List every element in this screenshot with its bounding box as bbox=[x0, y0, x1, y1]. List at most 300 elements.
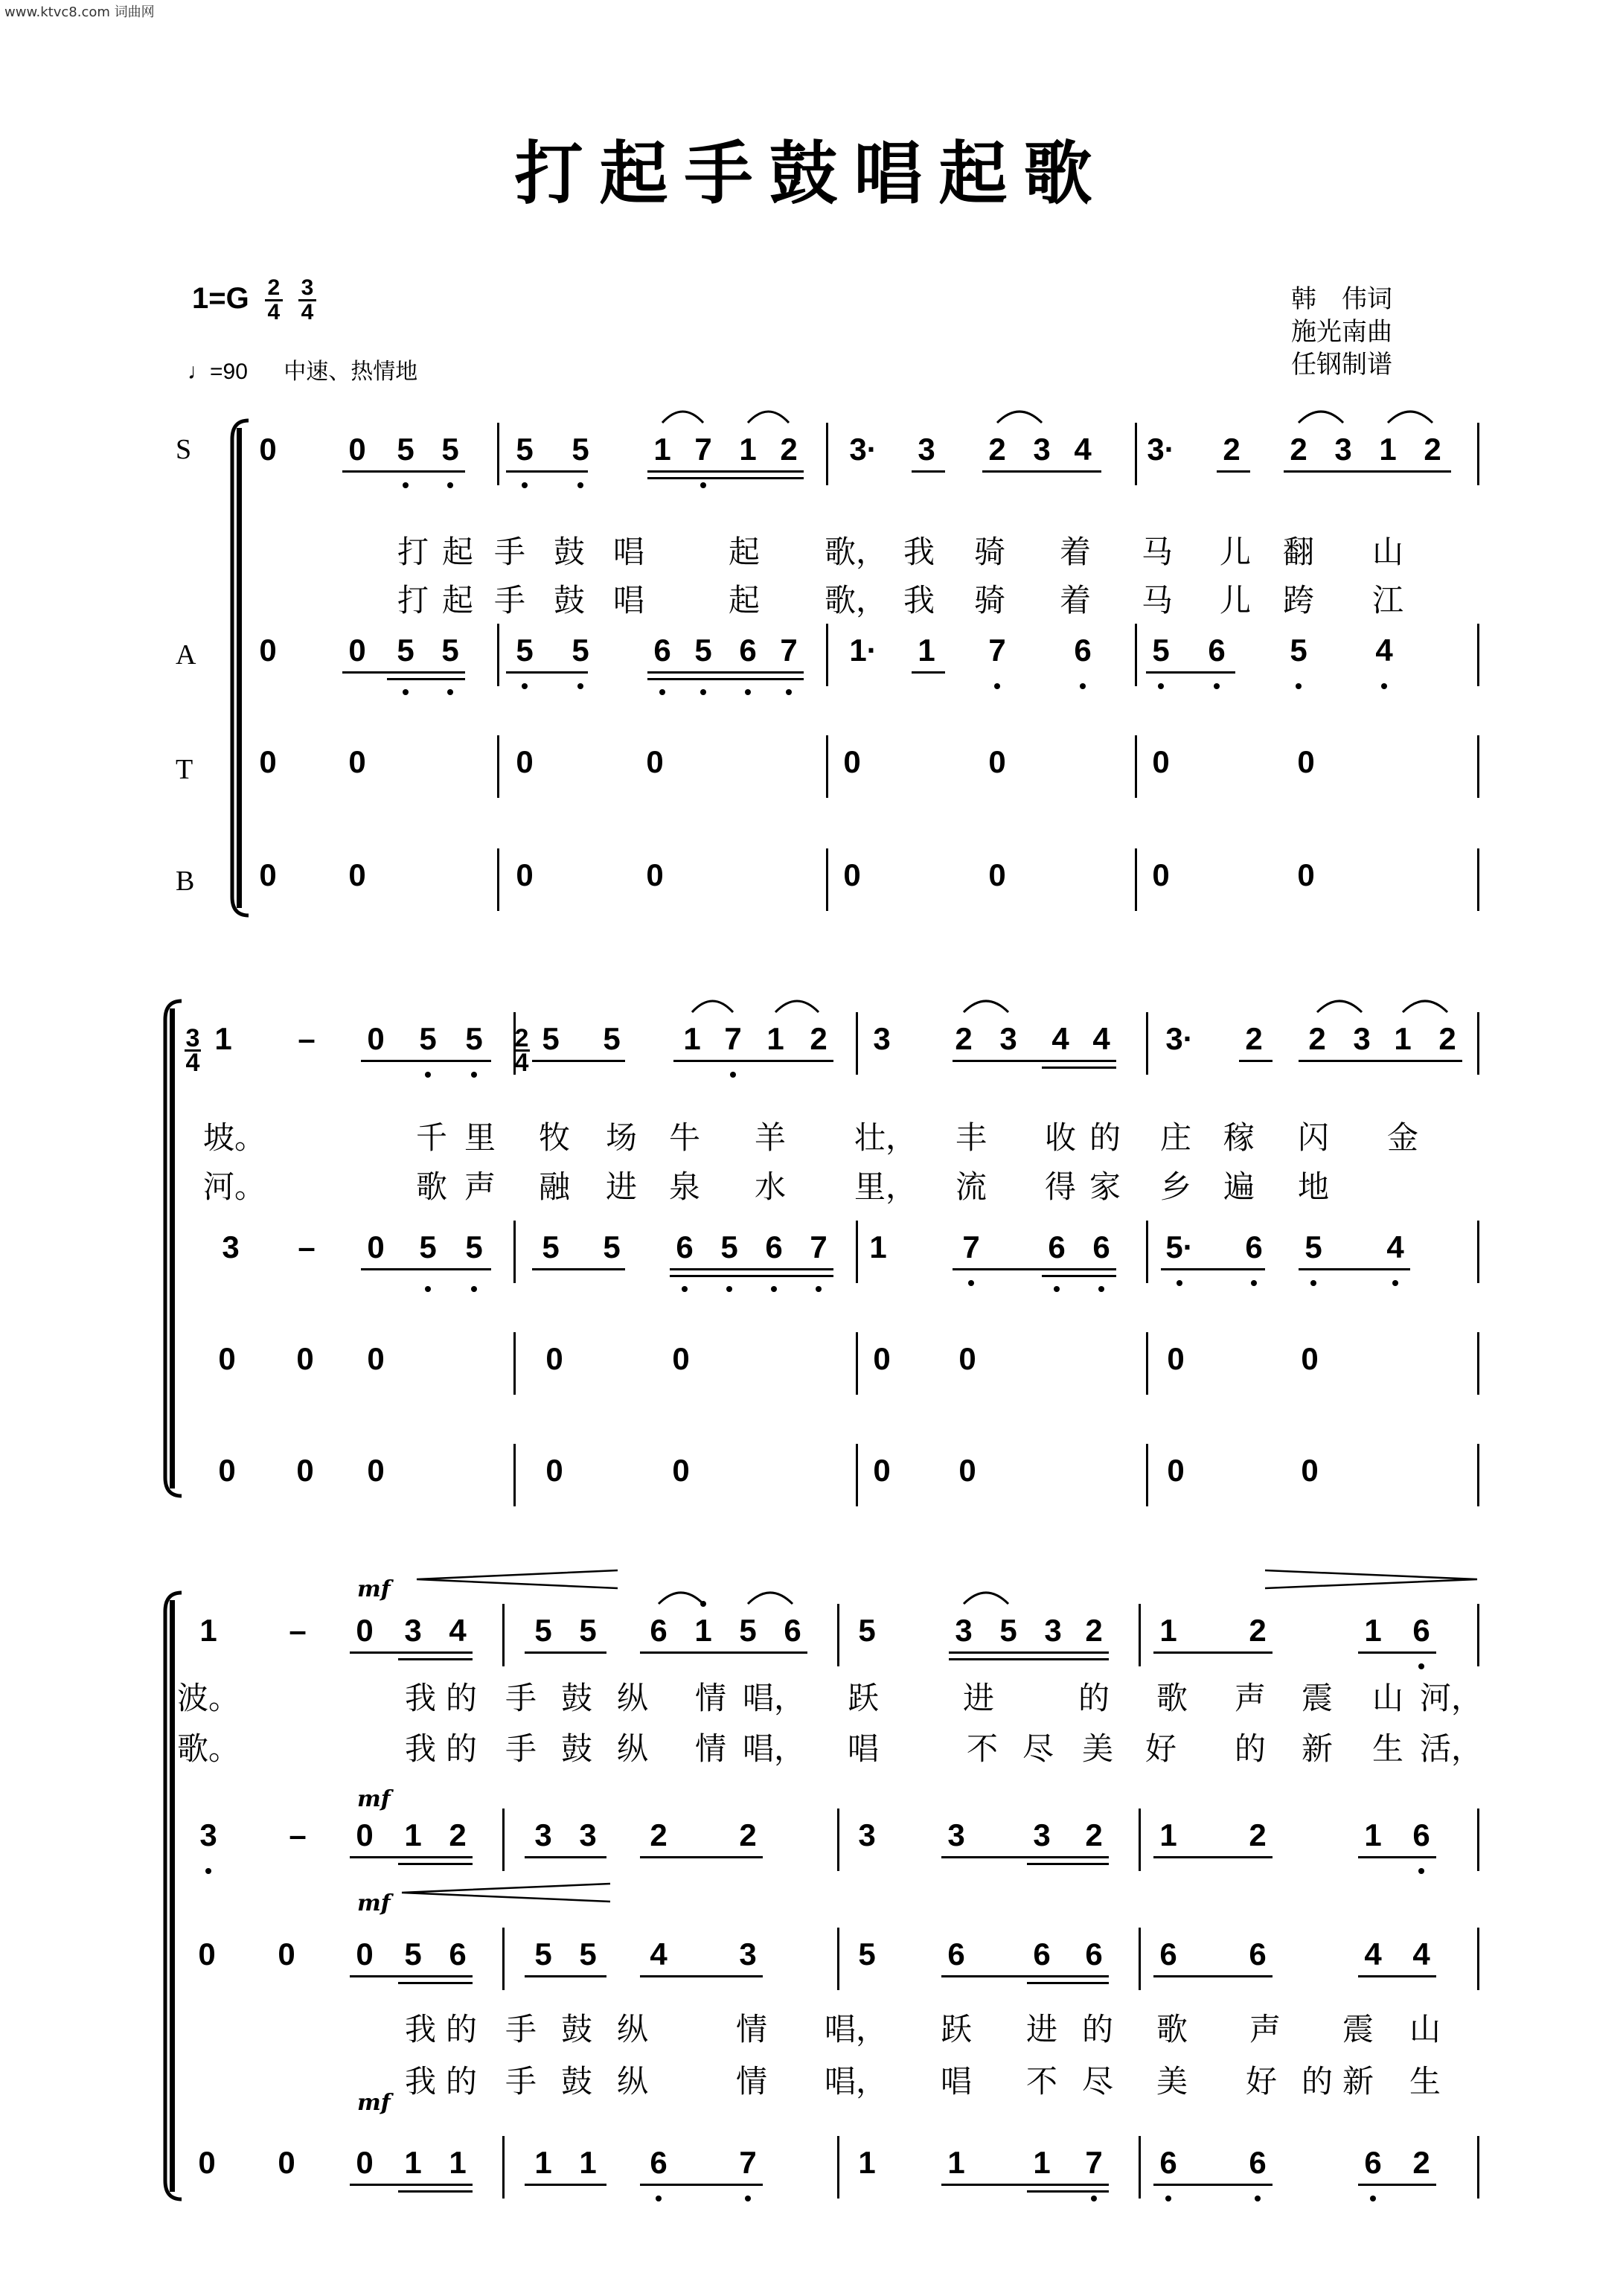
lyric: 羊 bbox=[754, 1119, 787, 1156]
note: 6 bbox=[947, 1937, 965, 1972]
note: 5 bbox=[534, 1937, 552, 1972]
tenor-lyric: 唱， bbox=[824, 2063, 888, 2100]
slur bbox=[1388, 412, 1432, 423]
note: 6 bbox=[1159, 2145, 1177, 2180]
lyric: 纵 bbox=[616, 1730, 649, 1767]
note: 0 bbox=[1297, 744, 1315, 779]
note: 6 bbox=[1412, 1817, 1430, 1852]
lyric: 着 bbox=[1059, 582, 1092, 618]
note: 1 bbox=[199, 1613, 217, 1648]
lyric: 我 bbox=[903, 582, 935, 618]
note: 1 bbox=[449, 2145, 467, 2180]
lyric: 进 bbox=[962, 1680, 995, 1716]
note: 0 bbox=[296, 1341, 314, 1376]
note: – bbox=[289, 1613, 307, 1648]
note: 7 bbox=[810, 1229, 827, 1264]
note: 2 bbox=[1412, 2145, 1430, 2180]
note: 0 bbox=[278, 2145, 295, 2180]
lyric: 歌， bbox=[824, 534, 888, 570]
lyric: 金 bbox=[1386, 1119, 1419, 1156]
note: 5 bbox=[858, 1613, 876, 1648]
note: 2 bbox=[1223, 432, 1241, 467]
lyric: 里， bbox=[854, 1168, 918, 1205]
note: 5 bbox=[465, 1229, 483, 1264]
note: 0 bbox=[367, 1453, 385, 1488]
note: 4 bbox=[1074, 432, 1092, 467]
lyric: 生 bbox=[1371, 1730, 1404, 1767]
lyric: 牛 bbox=[668, 1119, 701, 1156]
tempo-text: 中速、热情地 bbox=[284, 359, 418, 384]
note: 5 bbox=[694, 633, 712, 668]
note: 0 bbox=[367, 1021, 385, 1056]
note: 5 bbox=[404, 1937, 422, 1972]
crescendo-hairpin bbox=[402, 1884, 610, 1902]
note: 0 bbox=[958, 1341, 976, 1376]
note: 0 bbox=[367, 1229, 385, 1264]
note: 0 bbox=[198, 1937, 216, 1972]
note: 2 bbox=[650, 1817, 668, 1852]
tempo-value: ♩=90 bbox=[188, 359, 248, 384]
note: 3 bbox=[873, 1021, 891, 1056]
note: 1 bbox=[1394, 1021, 1412, 1056]
note: 4 bbox=[1412, 1937, 1430, 1972]
lyric: 起 bbox=[728, 534, 761, 570]
tenor-lyric: 情 bbox=[735, 2011, 768, 2047]
tenor-lyric: 鼓 bbox=[560, 2011, 593, 2047]
tenor-lyric: 唱， bbox=[824, 2011, 888, 2047]
slur bbox=[692, 1001, 733, 1012]
lyric: 打 bbox=[397, 582, 429, 618]
lyric: 波。 bbox=[176, 1680, 240, 1716]
lyric: 儿 bbox=[1219, 534, 1252, 570]
note: 5 bbox=[441, 432, 459, 467]
note: 0 bbox=[646, 857, 664, 892]
tenor-lyric: 不 bbox=[1025, 2063, 1058, 2100]
tenor-lyric: 山 bbox=[1409, 2011, 1441, 2047]
lyric: 的 bbox=[445, 1680, 478, 1716]
note: 2 bbox=[1085, 1817, 1103, 1852]
tenor-lyric: 鼓 bbox=[560, 2063, 593, 2100]
lyricist-credit: 韩 伟词 bbox=[1291, 284, 1392, 314]
lyric: 进 bbox=[605, 1168, 638, 1205]
lyric: 山 bbox=[1371, 534, 1404, 570]
note: 0 bbox=[873, 1453, 891, 1488]
note: 2 bbox=[988, 432, 1006, 467]
slur bbox=[1403, 1001, 1447, 1012]
note: 1 bbox=[404, 2145, 422, 2180]
time-change-den: 4 bbox=[185, 1049, 200, 1077]
lyric: 水 bbox=[754, 1168, 787, 1205]
note: 6 bbox=[1074, 633, 1092, 668]
note: 5 bbox=[1290, 633, 1307, 668]
note: 7 bbox=[724, 1021, 742, 1056]
note: 6 bbox=[765, 1229, 783, 1264]
lyric: 手 bbox=[505, 1680, 537, 1716]
note: 3 bbox=[955, 1613, 973, 1648]
note: 3 bbox=[999, 1021, 1017, 1056]
note: 0 bbox=[516, 744, 534, 779]
note: 5 bbox=[858, 1937, 876, 1972]
note: 4 bbox=[1364, 1937, 1382, 1972]
lyric: 鼓 bbox=[553, 534, 586, 570]
lyric: 歌 bbox=[1156, 1680, 1188, 1716]
note: 6 bbox=[650, 1613, 668, 1648]
lyric: 唱 bbox=[847, 1730, 880, 1767]
note: 0 bbox=[1297, 857, 1315, 892]
note: 5 bbox=[542, 1229, 560, 1264]
note: 7 bbox=[988, 633, 1006, 668]
lyric: 手 bbox=[505, 1730, 537, 1767]
tenor-lyric: 我 bbox=[404, 2011, 437, 2047]
system-bracket-bar bbox=[170, 1008, 175, 1488]
note: 3 bbox=[739, 1937, 757, 1972]
note: 1 bbox=[918, 633, 935, 668]
note: 5 bbox=[542, 1021, 560, 1056]
dynamic-mf: mf bbox=[357, 1576, 391, 1602]
note: 0 bbox=[259, 633, 277, 668]
time-signature-1: $\frac{2}{4}$ bbox=[265, 277, 283, 324]
lyric: 壮， bbox=[854, 1119, 918, 1156]
voice-label-t: T bbox=[176, 754, 193, 785]
lyric: 丰 bbox=[955, 1119, 987, 1156]
note: 1· bbox=[849, 633, 877, 668]
note: 6 bbox=[1249, 1937, 1267, 1972]
note: 0 bbox=[1167, 1341, 1185, 1376]
time-signature-2: $\frac{3}{4}$ bbox=[298, 277, 316, 324]
lyric: 唱， bbox=[742, 1680, 806, 1716]
note: 7 bbox=[739, 2145, 757, 2180]
note: 6 bbox=[449, 1937, 467, 1972]
lyric: 千 bbox=[415, 1119, 448, 1156]
note: 5 bbox=[441, 633, 459, 668]
note: 5 bbox=[419, 1021, 437, 1056]
note: 4 bbox=[449, 1613, 467, 1648]
tenor-lyric: 我 bbox=[404, 2063, 437, 2100]
lyric: 地 bbox=[1297, 1168, 1330, 1205]
note: 0 bbox=[348, 857, 366, 892]
lyric: 手 bbox=[493, 534, 526, 570]
lyric: 鼓 bbox=[560, 1680, 593, 1716]
tenor-lyric: 的 bbox=[445, 2063, 478, 2100]
lyric: 场 bbox=[605, 1119, 638, 1156]
note: 1 bbox=[653, 432, 671, 467]
note: 2 bbox=[1424, 432, 1441, 467]
note: 0 bbox=[545, 1341, 563, 1376]
note: 6 bbox=[650, 2145, 668, 2180]
note: 0 bbox=[348, 633, 366, 668]
note: 5 bbox=[397, 432, 414, 467]
note: 5 bbox=[465, 1021, 483, 1056]
tenor-lyric: 唱 bbox=[940, 2063, 973, 2100]
lyric: 马 bbox=[1141, 582, 1174, 618]
note: 6 bbox=[676, 1229, 694, 1264]
slur bbox=[748, 412, 789, 423]
note: 6 bbox=[1249, 2145, 1267, 2180]
note: 1 bbox=[404, 1817, 422, 1852]
lyric: 歌 bbox=[415, 1168, 448, 1205]
lyric: 着 bbox=[1059, 534, 1092, 570]
note: 0 bbox=[545, 1453, 563, 1488]
note: 0 bbox=[356, 1937, 374, 1972]
note: 5 bbox=[603, 1021, 621, 1056]
note: 0 bbox=[278, 1937, 295, 1972]
note: 0 bbox=[672, 1341, 690, 1376]
note: 5 bbox=[419, 1229, 437, 1264]
note: – bbox=[298, 1229, 316, 1264]
note: 6 bbox=[1033, 1937, 1051, 1972]
note: 0 bbox=[296, 1453, 314, 1488]
note: 3 bbox=[199, 1817, 217, 1852]
note: 2 bbox=[810, 1021, 827, 1056]
tenor-lyric: 纵 bbox=[616, 2063, 649, 2100]
lyric: 唱 bbox=[612, 582, 645, 618]
voice-label-s: S bbox=[176, 434, 192, 465]
lyric: 起 bbox=[728, 582, 761, 618]
tenor-lyric: 歌 bbox=[1156, 2011, 1188, 2047]
lyric: 河。 bbox=[202, 1168, 266, 1205]
note: 0 bbox=[516, 857, 534, 892]
note: 0 bbox=[1152, 857, 1170, 892]
tenor-lyric: 纵 bbox=[616, 2011, 649, 2047]
lyric: 跃 bbox=[847, 1680, 880, 1716]
tenor-lyric: 尽 bbox=[1081, 2063, 1114, 2100]
tenor-lyric: 手 bbox=[505, 2011, 537, 2047]
note: 5 bbox=[720, 1229, 738, 1264]
note: 0 bbox=[259, 857, 277, 892]
note: 1 bbox=[1379, 432, 1397, 467]
lyric: 翻 bbox=[1282, 534, 1315, 570]
note: 2 bbox=[449, 1817, 467, 1852]
note: 0 bbox=[356, 1613, 374, 1648]
note: 4 bbox=[1051, 1021, 1069, 1056]
slur bbox=[997, 412, 1042, 423]
lyric: 情 bbox=[694, 1730, 727, 1767]
lyric: 遍 bbox=[1223, 1168, 1255, 1205]
lyric: 坡。 bbox=[202, 1119, 266, 1156]
note: 2 bbox=[955, 1021, 973, 1056]
note: 5 bbox=[579, 1937, 597, 1972]
note: 5 bbox=[999, 1613, 1017, 1648]
crescendo-hairpin bbox=[417, 1570, 618, 1588]
score-title: 打起手鼓唱起歌 bbox=[514, 133, 1109, 214]
tenor-lyric: 声 bbox=[1249, 2011, 1281, 2047]
note: 0 bbox=[843, 744, 861, 779]
note: 0 bbox=[198, 2145, 216, 2180]
lyric: 手 bbox=[493, 582, 526, 618]
lyric: 歌。 bbox=[176, 1730, 240, 1767]
note: 3 bbox=[1033, 1817, 1051, 1852]
tenor-lyric: 的 bbox=[1301, 2063, 1334, 2100]
note: 0 bbox=[218, 1453, 236, 1488]
lyric: 稼 bbox=[1223, 1119, 1255, 1156]
note: 4 bbox=[650, 1937, 668, 1972]
note: 5 bbox=[516, 432, 534, 467]
dynamic-mf: mf bbox=[357, 1890, 391, 1916]
slur bbox=[662, 412, 703, 423]
note: 5 bbox=[603, 1229, 621, 1264]
lyric: 的 bbox=[1089, 1119, 1121, 1156]
note: 3 bbox=[404, 1613, 422, 1648]
note: 3 bbox=[534, 1817, 552, 1852]
note: 0 bbox=[259, 432, 277, 467]
note: 6 bbox=[1364, 2145, 1382, 2180]
lyric: 的 bbox=[1234, 1730, 1267, 1767]
note: 1 bbox=[534, 2145, 552, 2180]
note: 5 bbox=[579, 1613, 597, 1648]
note: 5 bbox=[1305, 1229, 1322, 1264]
watermark: www.ktvc8.com 词曲网 bbox=[4, 4, 155, 20]
note: 0 bbox=[356, 2145, 374, 2180]
note: 6 bbox=[1159, 1937, 1177, 1972]
note: 5 bbox=[397, 633, 414, 668]
note: 6 bbox=[1412, 1613, 1430, 1648]
lyric: 儿 bbox=[1219, 582, 1252, 618]
lyric: 情 bbox=[694, 1680, 727, 1716]
lyric: 融 bbox=[538, 1168, 571, 1205]
lyric: 闪 bbox=[1297, 1119, 1330, 1156]
lyric: 我 bbox=[404, 1730, 437, 1767]
note: 6 bbox=[1085, 1937, 1103, 1972]
note: 2 bbox=[1249, 1817, 1267, 1852]
tenor-lyric: 跃 bbox=[940, 2011, 973, 2047]
key-label: 1=G bbox=[192, 282, 249, 316]
note: 3 bbox=[222, 1229, 240, 1264]
note: 3· bbox=[1147, 432, 1175, 467]
tenor-lyric: 震 bbox=[1342, 2011, 1374, 2047]
note: 1 bbox=[869, 1229, 887, 1264]
composer-credit: 施光南曲 bbox=[1291, 317, 1392, 347]
time-change-num: 2 bbox=[514, 1024, 529, 1052]
lyric: 唱， bbox=[742, 1730, 806, 1767]
note: 2 bbox=[1438, 1021, 1456, 1056]
note: – bbox=[298, 1021, 316, 1056]
note: 7 bbox=[1085, 2145, 1103, 2180]
tenor-lyric: 新 bbox=[1342, 2063, 1374, 2100]
voice-label-b: B bbox=[176, 866, 195, 897]
note: 5 bbox=[534, 1613, 552, 1648]
note: 1 bbox=[1364, 1613, 1382, 1648]
slur bbox=[964, 1593, 1008, 1604]
note: 0 bbox=[348, 432, 366, 467]
lyric: 新 bbox=[1301, 1730, 1334, 1767]
lyric: 牧 bbox=[538, 1119, 571, 1156]
note: 6 bbox=[739, 633, 757, 668]
slur bbox=[748, 1593, 793, 1604]
lyric: 乡 bbox=[1159, 1168, 1192, 1205]
tenor-lyric: 的 bbox=[445, 2011, 478, 2047]
note: 1 bbox=[1159, 1613, 1177, 1648]
note: 0 bbox=[843, 857, 861, 892]
lyric: 家 bbox=[1089, 1168, 1121, 1205]
note: 4 bbox=[1386, 1229, 1404, 1264]
lyric: 收 bbox=[1044, 1119, 1077, 1156]
note: 6 bbox=[1048, 1229, 1066, 1264]
system-bracket-bar bbox=[237, 428, 242, 908]
lyric: 尽 bbox=[1022, 1730, 1054, 1767]
note: 3 bbox=[947, 1817, 965, 1852]
lyric: 里 bbox=[464, 1119, 496, 1156]
lyric: 打 bbox=[397, 534, 429, 570]
system-bracket-bar bbox=[170, 1600, 175, 2192]
lyric: 歌， bbox=[824, 582, 888, 618]
dynamic-mf: mf bbox=[357, 1786, 391, 1812]
note: 0 bbox=[873, 1341, 891, 1376]
note: 7 bbox=[780, 633, 798, 668]
note: 3· bbox=[1165, 1021, 1194, 1056]
lyric: 跨 bbox=[1282, 582, 1315, 618]
note: 1 bbox=[1364, 1817, 1382, 1852]
note: 5 bbox=[739, 1613, 757, 1648]
note: 2 bbox=[739, 1817, 757, 1852]
lyric: 得 bbox=[1044, 1168, 1077, 1205]
lyric: 唱 bbox=[612, 534, 645, 570]
note: 0 bbox=[1152, 744, 1170, 779]
note: 1 bbox=[579, 2145, 597, 2180]
note: 0 bbox=[646, 744, 664, 779]
note: 4 bbox=[1092, 1021, 1110, 1056]
note: 5 bbox=[572, 633, 589, 668]
note: 5· bbox=[1165, 1229, 1194, 1264]
lyric: 流 bbox=[955, 1168, 987, 1205]
note: 0 bbox=[1301, 1341, 1319, 1376]
slur bbox=[775, 1001, 819, 1012]
note: 5 bbox=[516, 633, 534, 668]
note: 0 bbox=[356, 1817, 374, 1852]
note: 3 bbox=[1353, 1021, 1371, 1056]
note: 3 bbox=[858, 1817, 876, 1852]
lyric: 的 bbox=[1078, 1680, 1110, 1716]
slur bbox=[659, 1593, 703, 1604]
note: 1 bbox=[766, 1021, 784, 1056]
note: 2 bbox=[1245, 1021, 1263, 1056]
note: 2 bbox=[1249, 1613, 1267, 1648]
note: 0 bbox=[218, 1341, 236, 1376]
note: 6 bbox=[784, 1613, 801, 1648]
lyric: 鼓 bbox=[553, 582, 586, 618]
time-change-num: 3 bbox=[185, 1024, 200, 1052]
lyric: 鼓 bbox=[560, 1730, 593, 1767]
arranger-credit: 任钢制谱 bbox=[1291, 350, 1392, 380]
note: – bbox=[289, 1817, 307, 1852]
lyric: 起 bbox=[441, 534, 474, 570]
diminuendo-hairpin bbox=[1265, 1570, 1477, 1588]
note: 1 bbox=[1159, 1817, 1177, 1852]
note: 6 bbox=[1245, 1229, 1263, 1264]
note: 1 bbox=[739, 432, 757, 467]
note: 3 bbox=[1033, 432, 1051, 467]
note: 3· bbox=[849, 432, 877, 467]
slur bbox=[964, 1001, 1008, 1012]
note: 5 bbox=[1152, 633, 1170, 668]
note: 6 bbox=[1208, 633, 1226, 668]
note: 0 bbox=[367, 1341, 385, 1376]
tenor-lyric: 手 bbox=[505, 2063, 537, 2100]
lyric: 起 bbox=[441, 582, 474, 618]
slur bbox=[1299, 412, 1343, 423]
note: 7 bbox=[962, 1229, 980, 1264]
note: 7 bbox=[694, 432, 712, 467]
dynamic-mf: mf bbox=[357, 2090, 391, 2116]
note: 0 bbox=[672, 1453, 690, 1488]
note: 0 bbox=[958, 1453, 976, 1488]
note: 2 bbox=[780, 432, 798, 467]
note: 1 bbox=[1033, 2145, 1051, 2180]
note: 1 bbox=[214, 1021, 232, 1056]
tenor-lyric: 美 bbox=[1156, 2063, 1188, 2100]
lyric: 声 bbox=[464, 1168, 496, 1205]
lyric: 马 bbox=[1141, 534, 1174, 570]
lyric: 活， bbox=[1419, 1730, 1483, 1767]
